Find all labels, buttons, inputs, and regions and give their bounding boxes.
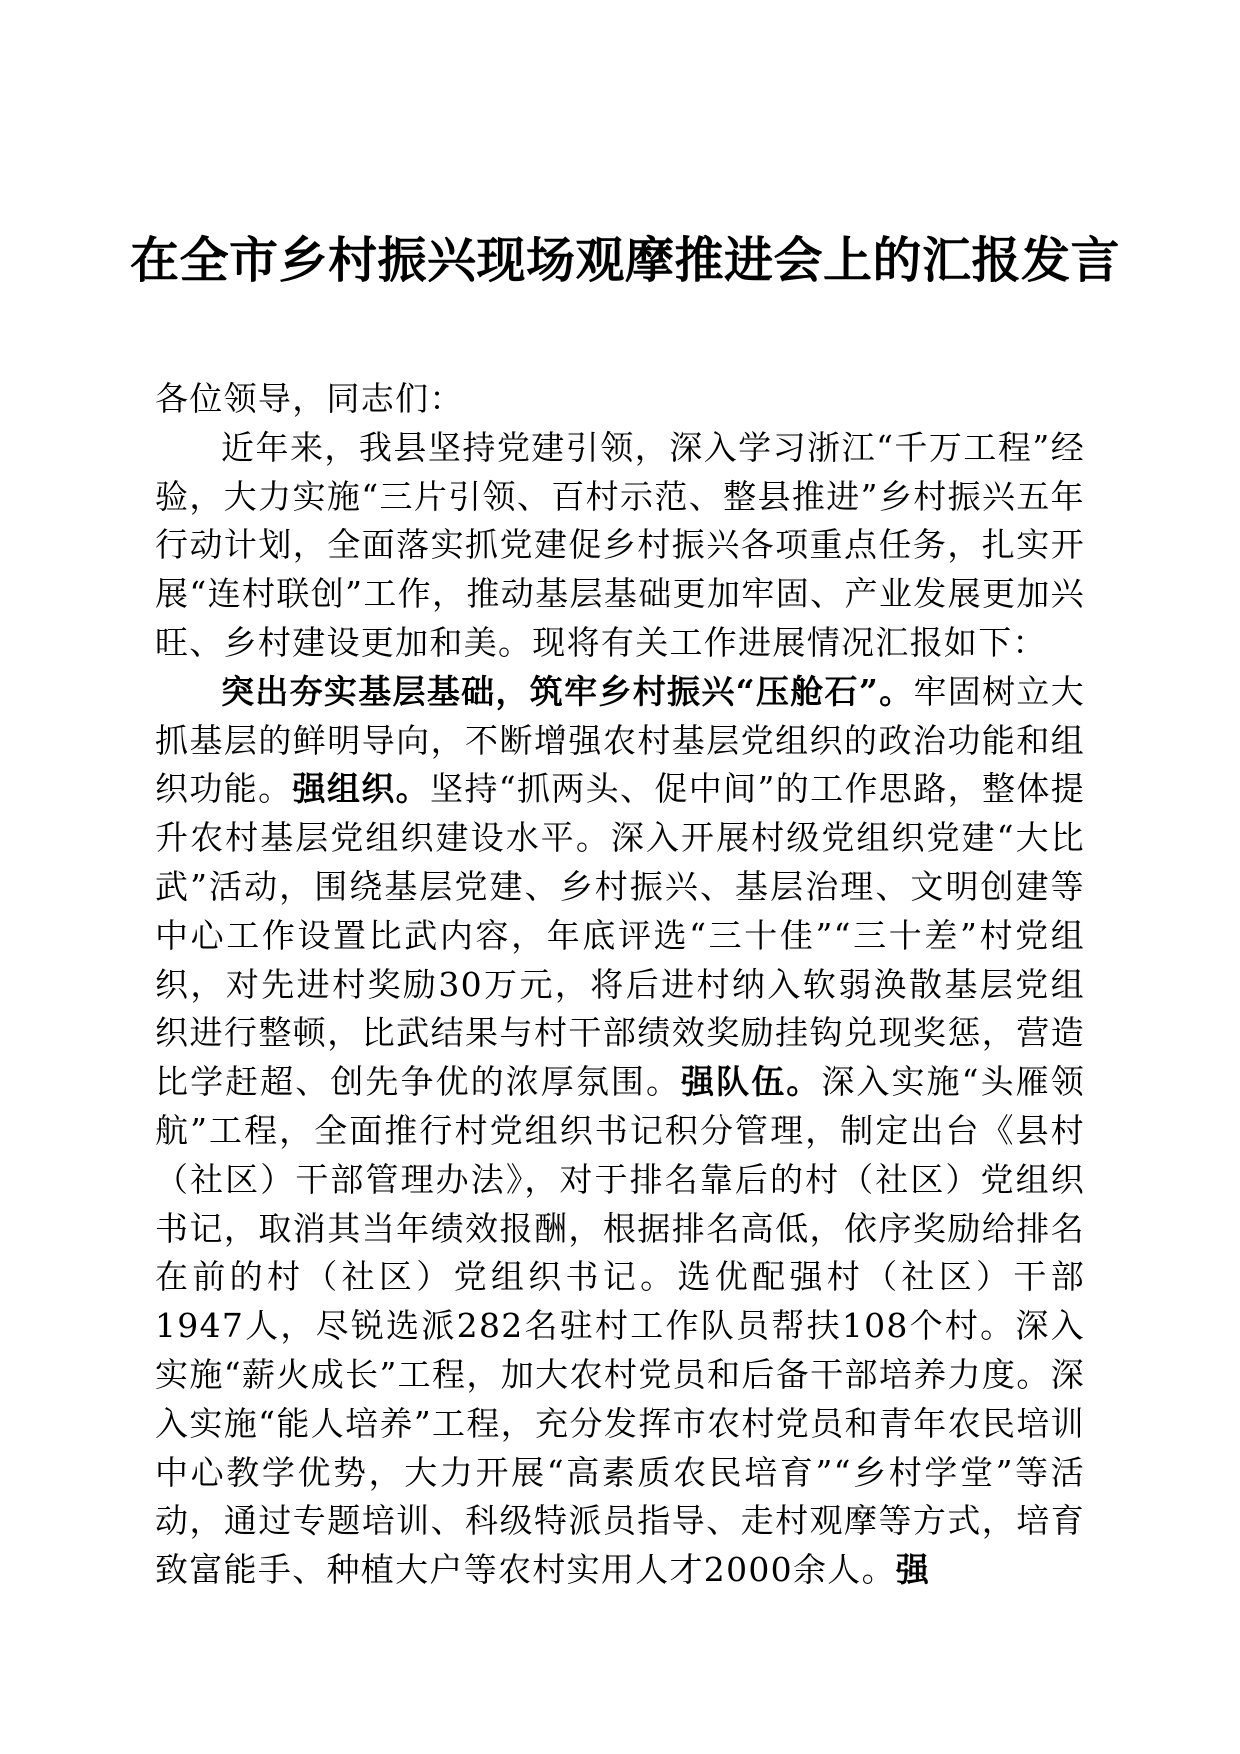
subheading-strengthen-team: 强队伍。 — [681, 1062, 822, 1102]
section-1-paragraph — [155, 668, 1085, 1595]
section-1-text-1: 牢固树立大抓基层的鲜明导向，不断增强农村基层党组织的政治功能和组织功能。 — [155, 671, 1086, 809]
subheading-strengthen-organization: 强组织。 — [292, 769, 430, 809]
section-1-heading: 突出夯实基层基础，筑牢乡村振兴“压舱石”。 — [221, 671, 914, 711]
document-title: 在全市乡村振兴现场观摩推进会上的汇报发言 — [130, 231, 1121, 289]
salutation: 各位领导，同志们： — [155, 379, 464, 418]
trailing-bold-fragment: 强 — [895, 1550, 931, 1590]
intro-paragraph: 近年来，我县坚持党建引领，深入学习浙江“千万工程”经验，大力实施“三片引领、百村示范、整县推进”乡村振兴五年行动计划，全面落实抓党建促乡村振兴各项重点任务，扎实开展“连村联创”工作，推动基层基础更加牢固、产业发展更加兴旺、乡村建设更加和美。现将有关工作进展情况汇报如下： — [155, 427, 1085, 662]
section-1-text-2: 坚持“抓两头、促中间”的工作思路，整体提升农村基层党组织建设水平。深入开展村级党组织党建“大比武”活动，围绕基层党建、乡村振兴、基层治理、文明创建等中心工作设置比武内容，年底评选“三十佳”“三十差”村党组织，对先进村奖励30万元，将后进村纳入软弱涣散基层党组织进行整顿，比武结果与村干部绩效奖励挂钩兑现奖惩，营造比学赶超、创先争优的浓厚氛围。 — [155, 769, 1086, 1102]
section-1-text-3: 深入实施“头雁领航”工程，全面推行村党组织书记积分管理，制定出台《县村（社区）干部管理办法》，对于排名靠后的村（社区）党组织书记，取消其当年绩效报酬，根据排名高低，依序奖励给排名在前的村（社区）党组织书记。选优配强村（社区）干部1947人，尽锐选派282名驻村工作队员帮扶108个村。深入实施“薪火成长”工程，加大农村党员和后备干部培养力度。深入实施“能人培养”工程，充分发挥市农村党员和青年农民培训中心教学优势，大力开展“高素质农民培育”“乡村学堂”等活动，通过专题培训、科级特派员指导、走村观摩等方式，培育致富能手、种植大户等农村实用人才2000余人。 — [155, 1062, 1086, 1590]
document-body — [155, 375, 1085, 1595]
